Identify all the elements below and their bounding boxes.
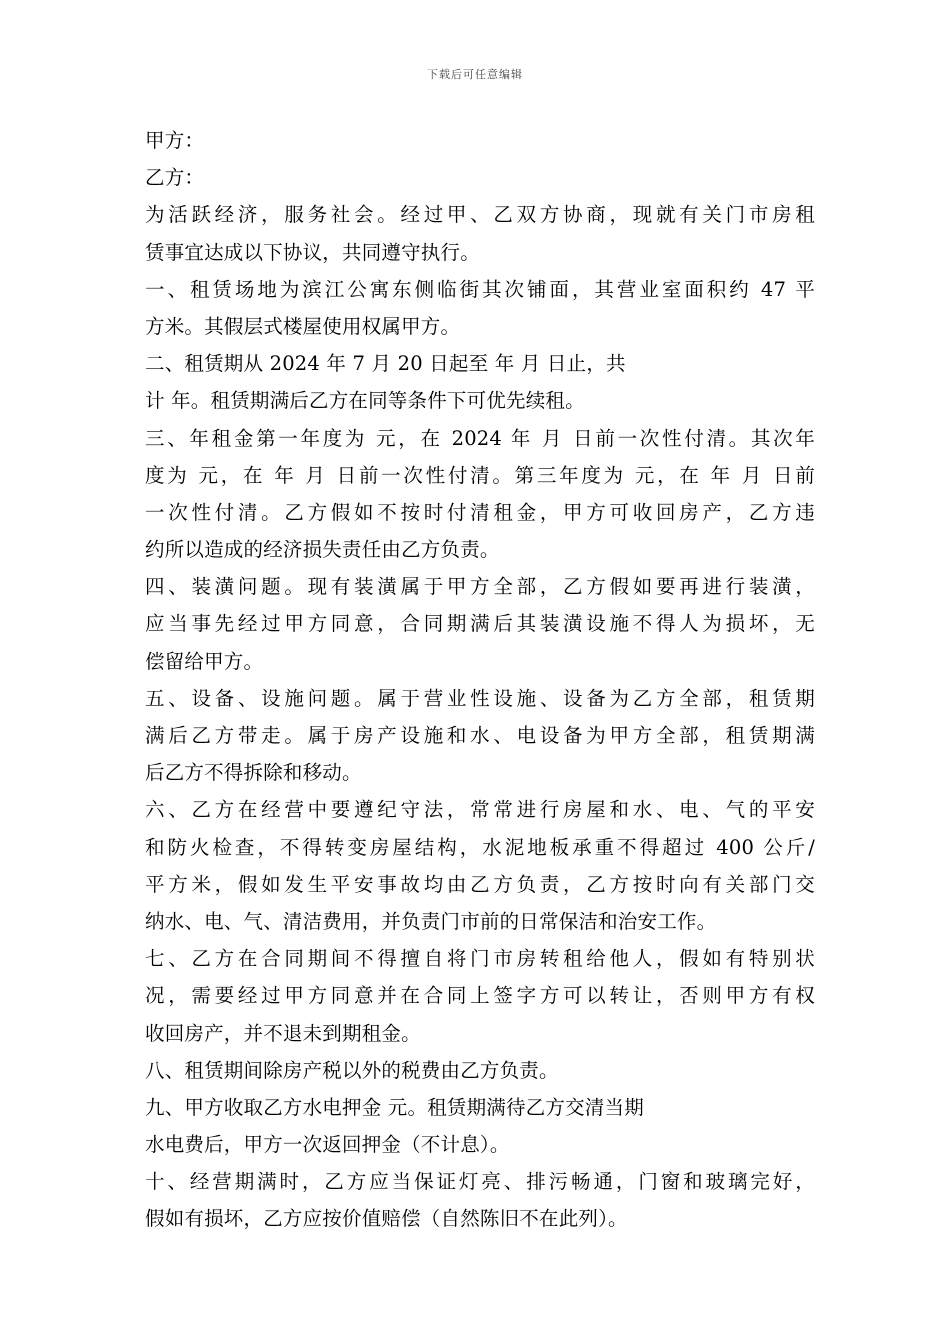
document-line: 三、年租金第一年度为 元，在 2024 年 月 日前一次性付清。其次年 (145, 426, 815, 450)
document-line: 四、装潢问题。现有装潢属于甲方全部，乙方假如要再进行装潢， (145, 575, 815, 599)
document-line: 偿留给甲方。 (145, 649, 264, 673)
document-line: 度为 元，在 年 月 日前一次性付清。第三年度为 元，在 年 月 日前 (145, 463, 815, 487)
document-line: 况，需要经过甲方同意并在合同上签字方可以转让，否则甲方有权 (145, 984, 815, 1008)
document-line: 二、租赁期从 2024 年 7 月 20 日起至 年 月 日止，共 (145, 352, 626, 376)
document-line: 水电费后，甲方一次返回押金（不计息）。 (145, 1133, 510, 1157)
document-line: 八、租赁期间除房产税以外的税费由乙方负责。 (145, 1058, 559, 1082)
document-line: 六、乙方在经营中要遵纪守法，常常进行房屋和水、电、气的平安 (145, 798, 815, 822)
document-line: 应当事先经过甲方同意，合同期满后其装潢设施不得人为损坏，无 (145, 612, 815, 636)
document-line: 一次性付清。乙方假如不按时付清租金，甲方可收回房产，乙方违 (145, 500, 815, 524)
document-line: 一、租赁场地为滨江公寓东侧临街其次铺面，其营业室面积约 47 平 (145, 277, 815, 301)
document-line: 甲方： (145, 129, 205, 152)
document-line: 赁事宜达成以下协议，共同遵守执行。 (145, 240, 480, 264)
document-line: 为活跃经济，服务社会。经过甲、乙双方协商，现就有关门市房租 (145, 203, 815, 227)
document-line: 收回房产，并不退未到期租金。 (145, 1021, 421, 1045)
document-line: 约所以造成的经济损失责任由乙方负责。 (145, 538, 500, 562)
document-line: 计 年。租赁期满后乙方在同等条件下可优先续租。 (145, 389, 585, 413)
document-line: 七、乙方在合同期间不得擅自将门市房转租给他人，假如有特别状 (145, 947, 815, 971)
document-line: 和防火检查，不得转变房屋结构，水泥地板承重不得超过 400 公斤/ (145, 835, 815, 859)
document-line: 十、经营期满时，乙方应当保证灯亮、排污畅通，门窗和玻璃完好， (145, 1170, 815, 1194)
document-line: 后乙方不得拆除和移动。 (145, 761, 362, 785)
document-line: 乙方： (145, 166, 205, 190)
page-header: 下载后可任意编辑 (427, 68, 523, 81)
document-line: 满后乙方带走。属于房产设施和水、电设备为甲方全部，租赁期满 (145, 724, 815, 747)
document-body (145, 122, 815, 1238)
document-line: 方米。其假层式楼屋使用权属甲方。 (145, 314, 461, 338)
document-line: 九、甲方收取乙方水电押金 元。租赁期满待乙方交清当期 (145, 1095, 644, 1119)
document-line: 五、设备、设施问题。属于营业性设施、设备为乙方全部，租赁期 (145, 686, 815, 710)
document-line: 平方米，假如发生平安事故均由乙方负责，乙方按时向有关部门交 (145, 872, 815, 896)
document-line: 假如有损坏，乙方应按价值赔偿（自然陈旧不在此列）。 (145, 1207, 628, 1231)
document-line: 纳水、电、气、清洁费用，并负责门市前的日常保洁和治安工作。 (145, 909, 717, 933)
